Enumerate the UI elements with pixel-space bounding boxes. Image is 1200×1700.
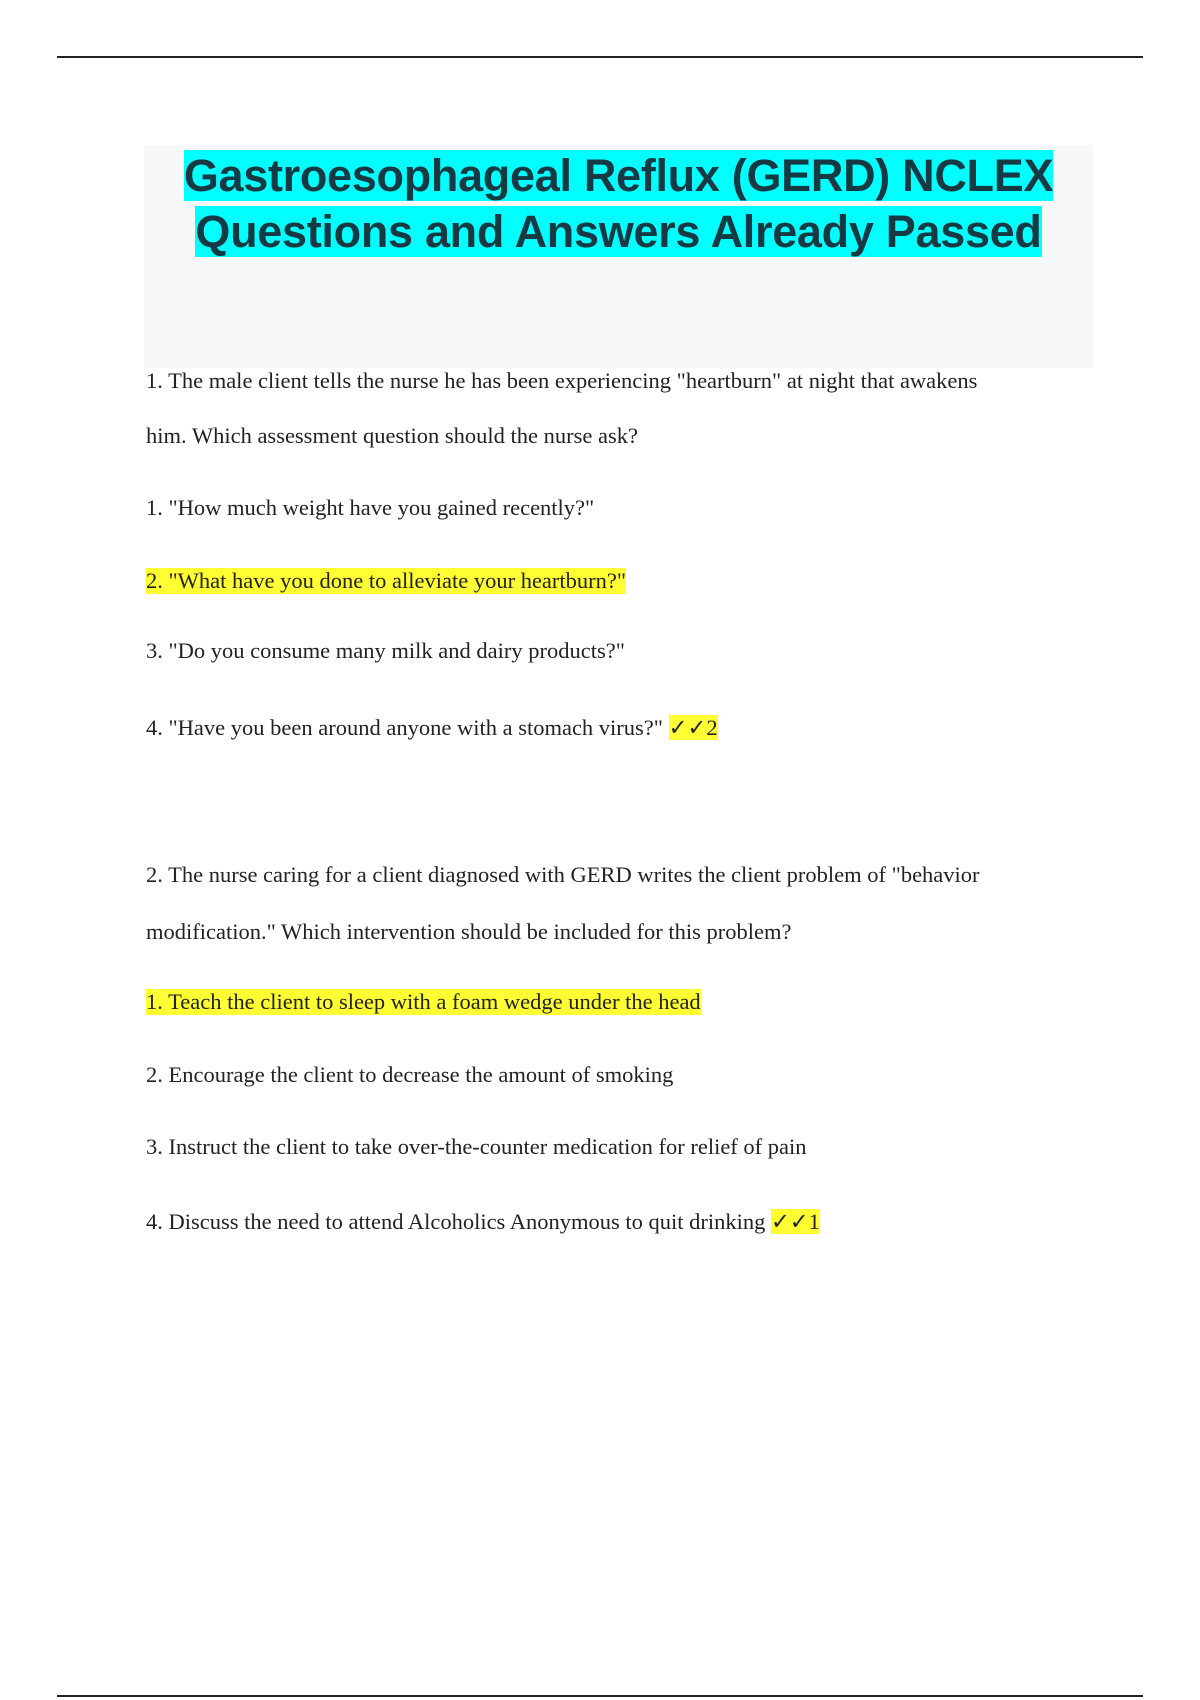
- question-2-stem-line1: 2. The nurse caring for a client diagnosed with GERD writes the client problem of "behavior: [146, 862, 980, 887]
- question-2-option-4: [146, 1209, 820, 1235]
- question-2-option-1-correct: 1. Teach the client to sleep with a foam wedge under the head: [146, 989, 701, 1014]
- question-1-stem-line1: 1. The male client tells the nurse he has been experiencing "heartburn" at night that awakens: [146, 368, 978, 393]
- question-1-option-3: 3. "Do you consume many milk and dairy products?": [146, 638, 625, 663]
- question-2-option-3: 3. Instruct the client to take over-the-counter medication for relief of pain: [146, 1134, 807, 1159]
- question-1-stem-line2: him. Which assessment question should the nurse ask?: [146, 423, 639, 448]
- bottom-rule: [57, 1695, 1143, 1697]
- question-1-option-2-correct: 2. "What have you done to alleviate your heartburn?": [146, 568, 627, 593]
- title-highlight: Gastroesophageal Reflux (GERD) NCLEX Questions and Answers Already Passed: [183, 150, 1054, 257]
- option-text: 4. "Have you been around anyone with a stomach virus?": [146, 715, 663, 740]
- answer-badge: ✓✓1: [770, 1209, 820, 1234]
- question-2-stem-line2: modification." Which intervention should be included for this problem?: [146, 919, 792, 944]
- option-text: 4. Discuss the need to attend Alcoholics Anonymous to quit drinking: [146, 1209, 766, 1234]
- answer-badge: ✓✓2: [668, 715, 718, 740]
- question-2-option-2: 2. Encourage the client to decrease the amount of smoking: [146, 1062, 674, 1087]
- question-1-option-1: 1. "How much weight have you gained recently?": [146, 495, 595, 520]
- title-box: [144, 145, 1093, 368]
- document-title: [144, 145, 1093, 260]
- top-rule: [57, 56, 1143, 58]
- question-1-option-4: [146, 715, 718, 741]
